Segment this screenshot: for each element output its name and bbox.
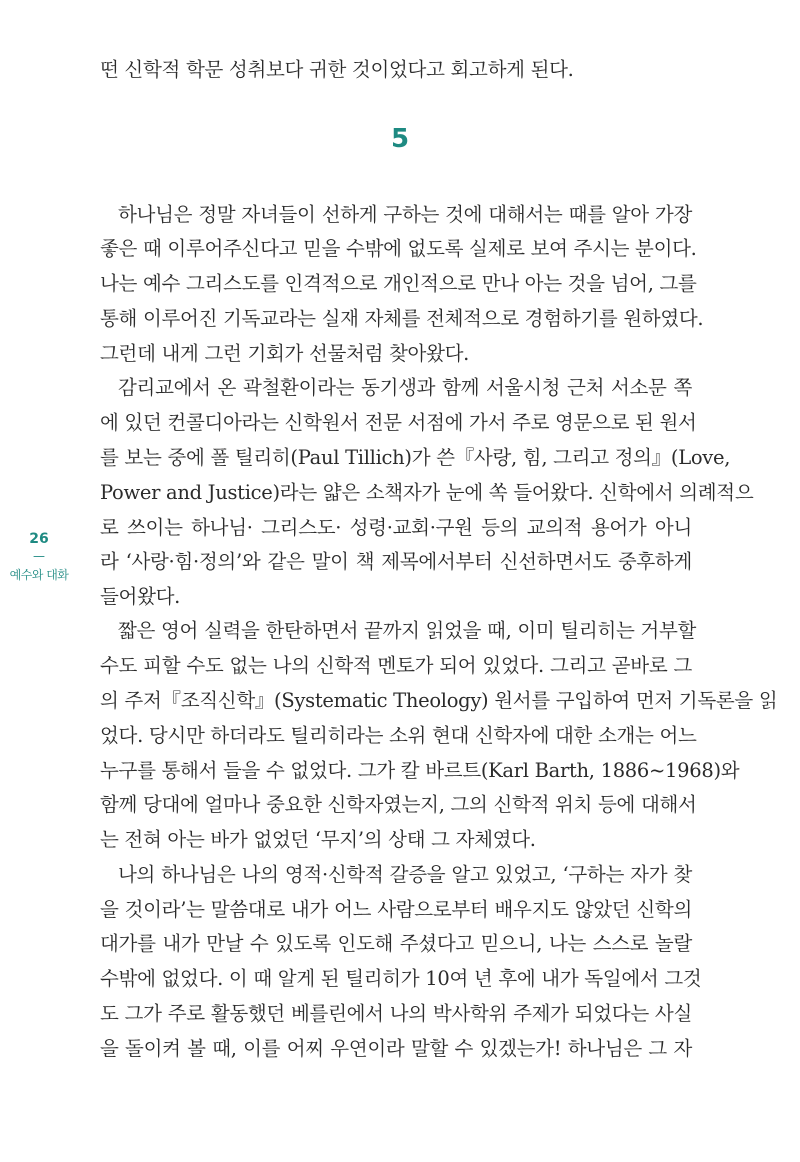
text-line: 었다. 당시만 하더라도 틸리히라는 소위 현대 신학자에 대한 소개는 어느: [100, 724, 697, 747]
text-line: 함께 당대에 얼마나 중요한 신학자였는지, 그의 신학적 위치 등에 대해서: [100, 793, 697, 816]
text-line: 통해 이루어진 기독교라는 실재 자체를 전체적으로 경험하기를 원하였다.: [100, 307, 704, 330]
section-number: 5: [390, 124, 410, 154]
text-line: 을 돌이켜 볼 때, 이를 어찌 우연이라 말할 수 있겠는가! 하나님은 그 자: [100, 1037, 692, 1060]
text-line: 라 ‘사랑·힘·정의’와 같은 말이 책 제목에서부터 신선하면서도 중후하게: [100, 550, 692, 573]
text-line: 을 것이라’는 말씀대로 내가 어느 사람으로부터 배우지도 않았던 신학의: [100, 898, 692, 921]
text-line: 나의 하나님은 나의 영적·신학적 갈증을 알고 있었고, ‘구하는 자가 찾: [118, 863, 692, 886]
text-line: 들어왔다.: [100, 585, 181, 608]
text-line: 에 있던 컨콜디아라는 신학원서 전문 서점에 가서 주로 영문으로 된 원서: [100, 411, 697, 434]
text-line: Power and Justice)라는 얇은 소책자가 눈에 쏙 들어왔다. 신학에서 의례적으: [100, 481, 754, 504]
text-line: 좋은 때 이루어주신다고 믿을 수밖에 없도록 실제로 보여 주시는 분이다.: [100, 237, 697, 260]
text-line: 떤 신학적 학문 성취보다 귀한 것이었다고 회고하게 된다.: [100, 58, 574, 81]
text-line: 수밖에 없었다. 이 때 알게 된 틸리히가 10여 년 후에 내가 독일에서 그것: [100, 967, 702, 990]
text-line: 는 전혀 아는 바가 없었던 ‘무지’의 상태 그 자체였다.: [100, 828, 536, 851]
text-line: 를 보는 중에 폴 틸리히(Paul Tillich)가 쓴『사랑, 힘, 그리고 정의』(Love,: [100, 446, 731, 469]
running-title: 예수와 대화: [9, 568, 69, 582]
text-line: 하나님은 정말 자녀들이 선하게 구하는 것에 대해서는 때를 알아 가장: [118, 203, 692, 226]
text-line: 짧은 영어 실력을 한탄하면서 끝까지 읽었을 때, 이미 틸리히는 거부할: [118, 619, 697, 642]
text-line: 대가를 내가 만날 수 있도록 인도해 주셨다고 믿으니, 나는 스스로 놀랄: [100, 932, 692, 955]
text-line: 누구를 통해서 들을 수 없었다. 그가 칼 바르트(Karl Barth, 1886~1968)와: [100, 759, 740, 782]
text-line: 수도 피할 수도 없는 나의 신학적 멘토가 되어 있었다. 그리고 곧바로 그: [100, 654, 692, 677]
text-line: 도 그가 주로 활동했던 베를린에서 나의 박사학위 주제가 되었다는 사실: [100, 1002, 692, 1025]
folio-divider: —: [33, 549, 45, 563]
text-line: 로 쓰이는 하나님· 그리스도· 성령·교회·구원 등의 교의적 용어가 아니: [100, 516, 692, 539]
text-line: 나는 예수 그리스도를 인격적으로 개인적으로 만나 아는 것을 넘어, 그를: [100, 272, 697, 295]
text-line: 의 주저『조직신학』(Systematic Theology) 원서를 구입하여 먼저 기독론을 읽: [100, 689, 778, 712]
text-line: 그런데 내게 그런 기회가 선물처럼 찾아왔다.: [100, 342, 470, 365]
text-line: 감리교에서 온 곽철환이라는 동기생과 함께 서울시청 근처 서소문 쪽: [118, 376, 692, 399]
page-number: 26: [29, 531, 49, 547]
